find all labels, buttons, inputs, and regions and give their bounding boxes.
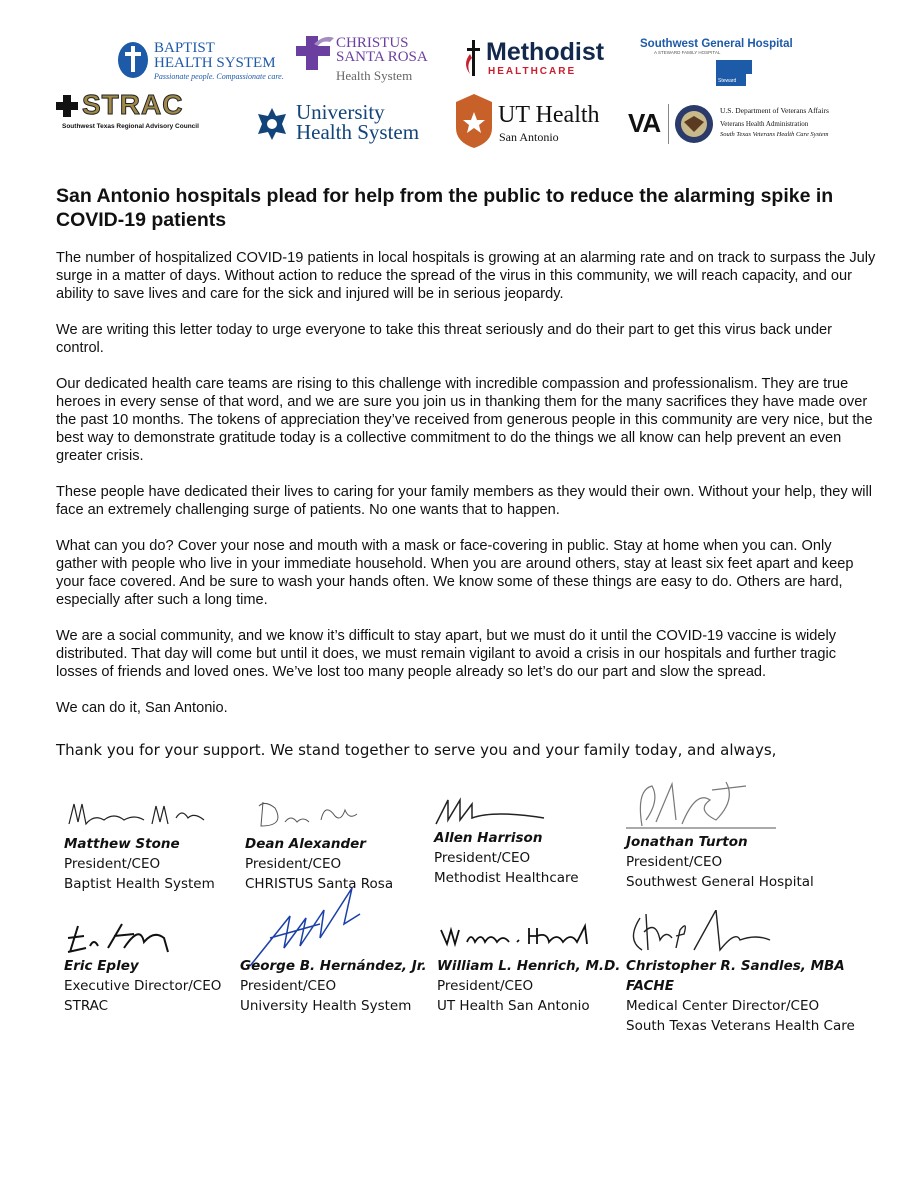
paragraph: We are a social community, and we know it’s difficult to stay apart, but we must do it until the COVID-19 vaccine is widely distributed. That day will come but until it does, we must remain vigilant to avoid a crisis in our hospitals and further tragic losses of friends and loved ones. We’ve lost too many people already so let’s do our part and slow the spread.: [56, 628, 837, 680]
christus-cross-icon: [294, 34, 334, 74]
paragraph: Our dedicated health care teams are rising to this challenge with incredible compassion and professionalism. They are true heroes in every sense of that word, and we are sure you join us in thanking them for the many sacrifices they have made over the past 10 months. The tokens of appreciation they’ve received from generous people in this community are very nice, but the best way to demonstrate gratitude today is a collective commitment to do the things we all know can help prevent an even greater crisis.: [56, 376, 873, 464]
signature-image: [240, 918, 410, 956]
signatory-block: Jonathan Turton President/CEO Southwest General Hospital: [626, 780, 856, 892]
university-star-icon: [256, 108, 288, 140]
southwest-general-logo: Southwest General Hospital A STEWARD FAMILY HOSPITAL Steward: [640, 38, 793, 84]
ut-health-logo: UT Health San Antonio: [456, 94, 616, 150]
va-logo: VA U.S. Department of Veterans Affairs Veterans Health Administration South Texas Veterans Health Care System: [628, 102, 848, 148]
signatory-block: George B. Hernández, Jr. President/CEO University Health System: [240, 918, 470, 1016]
letter-title: San Antonio hospitals plead for help from the public to reduce the alarming spike in COVID-19 patients: [56, 185, 834, 231]
university-health-logo: University Health System: [256, 104, 436, 146]
signatory-block: Matthew Stone President/CEO Baptist Health System: [64, 796, 294, 894]
signature-image: [64, 796, 214, 834]
closing-line: Thank you for your support. We stand together to serve you and your family today, and always,: [56, 741, 777, 759]
signature-image: [626, 780, 776, 832]
methodist-logo: Methodist HEALTHCARE: [462, 40, 622, 80]
signature-image: [626, 910, 806, 956]
va-seal-icon: [674, 104, 714, 144]
signature-image: [64, 918, 214, 956]
paragraph: The number of hospitalized COVID-19 patients in local hospitals is growing at an alarming rate and on track to surpass the July surge in a matter of days. Without action to reduce the spread of the virus in this community, we will reach capacity, and our ability to save lives and care for the sick and injured will be in serious jeopardy.: [56, 250, 876, 302]
signatory-block: Christopher R. Sandles, MBA FACHE Medical Center Director/CEO South Texas Veterans Health Care: [626, 910, 876, 1036]
signatory-block: Dean Alexander President/CEO CHRISTUS Santa Rosa: [245, 796, 475, 894]
paragraph: These people have dedicated their lives to caring for your family members as they would their own. Without your help, they will face an extremely challenging surge of patients. No one wants that to happen.: [56, 484, 873, 518]
christus-logo: CHRISTUS SANTA ROSA Health System: [294, 34, 444, 89]
signatory-block: Eric Epley Executive Director/CEO STRAC: [64, 918, 294, 1016]
ut-shield-icon: [456, 94, 492, 148]
signature-image: [437, 918, 617, 956]
strac-logo: STRAC Southwest Texas Regional Advisory Council: [56, 95, 236, 135]
paragraph: What can you do? Cover your nose and mouth with a mask or face-covering in public. Stay at home when you can. Only gather with people who live in your immediate household. When you are around others, stay at least six feet apart and keep your face covered. And be sure to wash your hands often. We know some of these things are easy to do. Others are hard, especially after such a long time.: [56, 538, 854, 608]
signatory-block: William L. Henrich, M.D. President/CEO UT Health San Antonio: [437, 918, 667, 1016]
paragraph: We can do it, San Antonio.: [56, 700, 228, 716]
signatory-block: Allen Harrison President/CEO Methodist Healthcare: [434, 790, 664, 888]
baptist-cross-icon: [116, 40, 150, 80]
baptist-logo: BAPTIST HEALTH SYSTEM Passionate people. Compassionate care.: [116, 40, 286, 85]
letter-body: [56, 249, 876, 735]
signature-image: [245, 796, 395, 834]
cross-flame-icon: [462, 40, 484, 80]
strac-cross-icon: [56, 95, 78, 117]
paragraph: We are writing this letter today to urge everyone to take this threat seriously and do their part to get this virus back under control.: [56, 322, 833, 356]
signature-image: [434, 790, 584, 828]
